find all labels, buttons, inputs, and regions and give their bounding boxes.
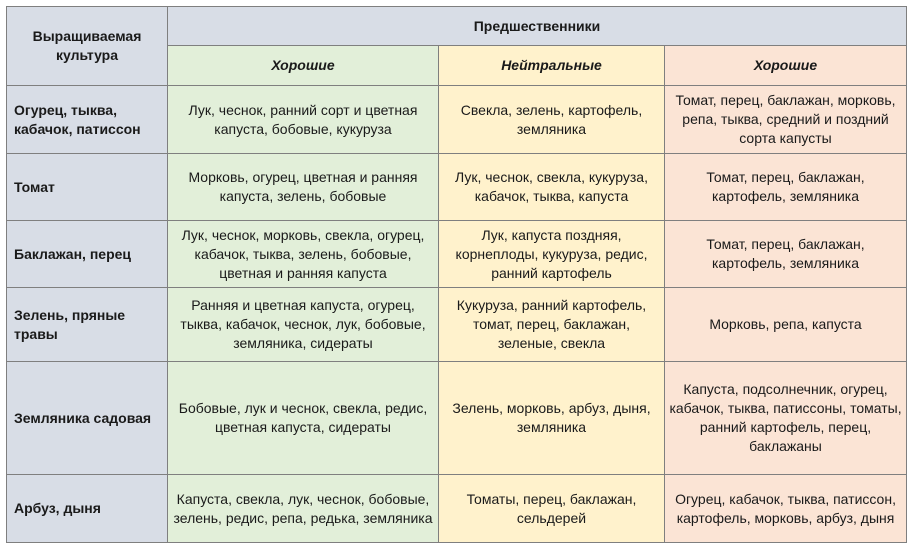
crop-cell: Зелень, пряные травы bbox=[7, 288, 168, 362]
bad-cell: Морковь, репа, капуста bbox=[665, 288, 907, 362]
subheader-neutral: Нейтральные bbox=[439, 46, 665, 86]
table-row bbox=[7, 362, 907, 475]
bad-cell: Томат, перец, баклажан, морковь, репа, тыква, средний и поздний сорта капусты bbox=[665, 86, 907, 154]
table-row bbox=[7, 221, 907, 288]
good-cell: Капуста, свекла, лук, чеснок, бобовые, зелень, редис, репа, редька, земляника bbox=[168, 475, 439, 543]
good-cell: Морковь, огурец, цветная и ранняя капуста, зелень, бобовые bbox=[168, 154, 439, 221]
good-cell: Ранняя и цветная капуста, огурец, тыква, кабачок, чеснок, лук, бобовые, земляника, сидераты bbox=[168, 288, 439, 362]
crop-cell: Арбуз, дыня bbox=[7, 475, 168, 543]
good-cell: Бобовые, лук и чеснок, свекла, редис, цветная капуста, сидераты bbox=[168, 362, 439, 475]
good-cell: Лук, чеснок, морковь, свекла, огурец, кабачок, тыква, зелень, бобовые, цветная и ранняя капуста bbox=[168, 221, 439, 288]
table-row bbox=[7, 154, 907, 221]
bad-cell: Огурец, кабачок, тыква, патиссон, картофель, морковь, арбуз, дыня bbox=[665, 475, 907, 543]
neutral-cell: Свекла, зелень, картофель, земляника bbox=[439, 86, 665, 154]
header-crop: Выращиваемая культура bbox=[7, 7, 168, 86]
table-row bbox=[7, 475, 907, 543]
subheader-bad: Хорошие bbox=[665, 46, 907, 86]
crop-cell: Баклажан, перец bbox=[7, 221, 168, 288]
header-predecessors: Предшественники bbox=[168, 7, 907, 46]
bad-cell: Томат, перец, баклажан, картофель, земляника bbox=[665, 221, 907, 288]
neutral-cell: Томаты, перец, баклажан, сельдерей bbox=[439, 475, 665, 543]
table-row bbox=[7, 86, 907, 154]
crop-cell: Земляника садовая bbox=[7, 362, 168, 475]
subheader-good: Хорошие bbox=[168, 46, 439, 86]
crop-cell: Томат bbox=[7, 154, 168, 221]
crop-cell: Огурец, тыква, кабачок, патиссон bbox=[7, 86, 168, 154]
table-row bbox=[7, 288, 907, 362]
crop-rotation-table bbox=[6, 6, 907, 543]
neutral-cell: Лук, чеснок, свекла, кукуруза, кабачок, тыква, капуста bbox=[439, 154, 665, 221]
bad-cell: Томат, перец, баклажан, картофель, земляника bbox=[665, 154, 907, 221]
neutral-cell: Кукуруза, ранний картофель, томат, перец, баклажан, зеленые, свекла bbox=[439, 288, 665, 362]
header-row bbox=[7, 7, 907, 46]
bad-cell: Капуста, подсолнечник, огурец, кабачок, тыква, патиссоны, томаты, ранний картофель, перец, баклажаны bbox=[665, 362, 907, 475]
good-cell: Лук, чеснок, ранний сорт и цветная капуста, бобовые, кукуруза bbox=[168, 86, 439, 154]
neutral-cell: Лук, капуста поздняя, корнеплоды, кукуруза, редис, ранний картофель bbox=[439, 221, 665, 288]
neutral-cell: Зелень, морковь, арбуз, дыня, земляника bbox=[439, 362, 665, 475]
